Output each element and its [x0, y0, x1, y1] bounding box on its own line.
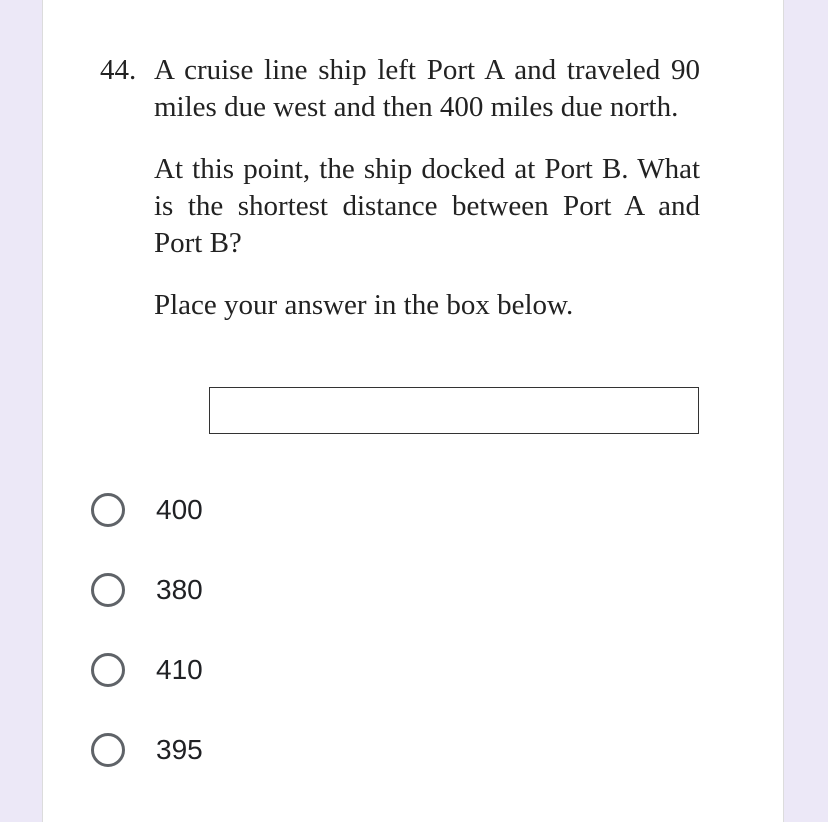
radio-button-icon[interactable]: [91, 653, 125, 687]
question-prompt: Place your answer in the box below.: [154, 289, 574, 321]
option-label: 410: [156, 654, 203, 685]
option-label: 400: [156, 494, 203, 525]
question-paragraph-1: A cruise line ship left Port A and traveled 90 miles due west and then 400 miles due north.: [154, 54, 700, 123]
question-body: [154, 52, 700, 324]
question-block: [100, 52, 700, 324]
option-410[interactable]: [91, 644, 203, 696]
option-380[interactable]: [91, 564, 203, 616]
option-label: 380: [156, 574, 203, 605]
radio-button-icon[interactable]: [91, 493, 125, 527]
question-paragraph-2: At this point, the ship docked at Port B. What is the shortest distance between Port A and Port B?: [154, 153, 700, 259]
option-400[interactable]: [91, 484, 203, 536]
answer-box-image: [209, 387, 699, 434]
question-number: 44.: [100, 54, 137, 86]
question-card: [42, 0, 784, 822]
radio-button-icon[interactable]: [91, 733, 125, 767]
radio-button-icon[interactable]: [91, 573, 125, 607]
answer-options: [91, 484, 203, 804]
option-395[interactable]: [91, 724, 203, 776]
option-label: 395: [156, 734, 203, 765]
